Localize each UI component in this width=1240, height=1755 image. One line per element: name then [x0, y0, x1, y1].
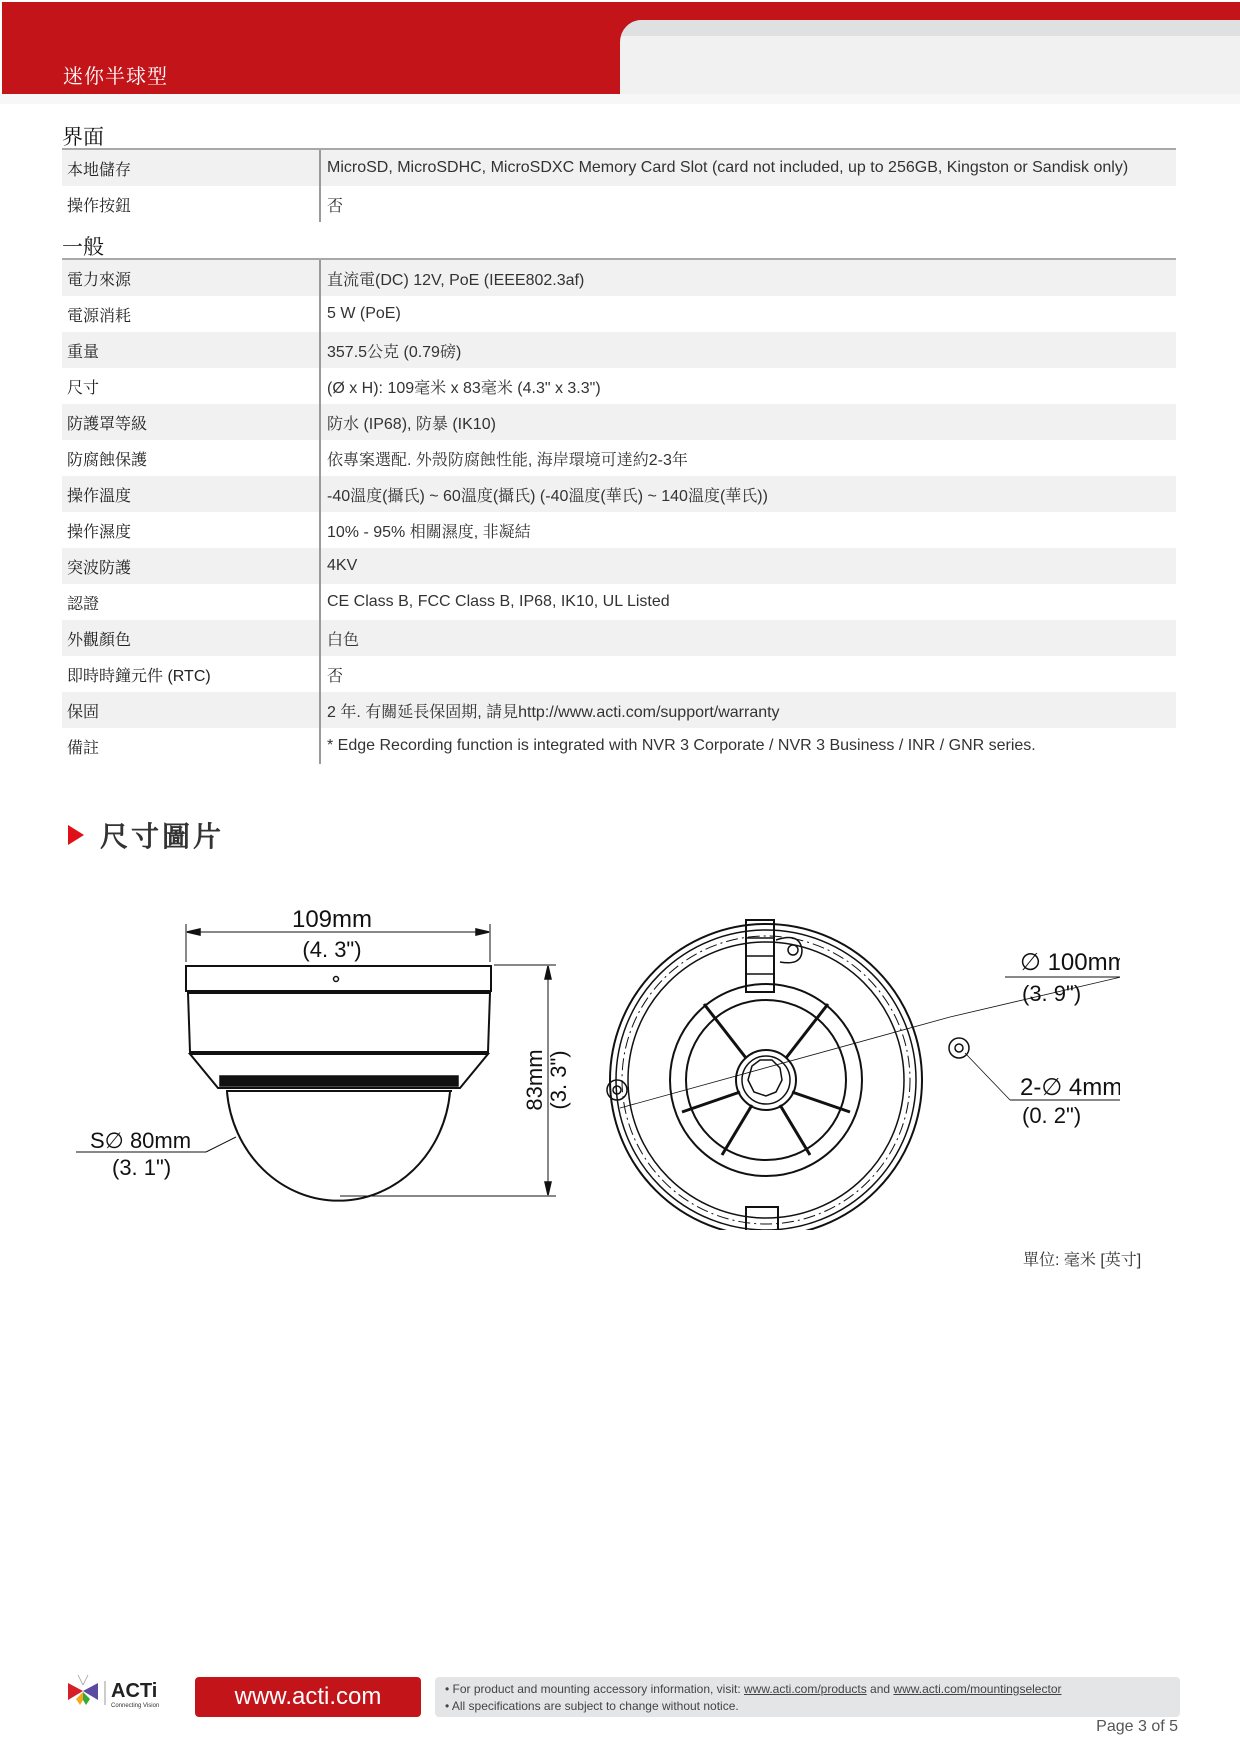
spec-label: 操作按鈕 — [67, 197, 132, 215]
spec-row — [62, 512, 1176, 548]
spec-value: 否 — [319, 186, 1176, 222]
spec-row — [62, 332, 1176, 368]
svg-text:(4. 3"): (4. 3") — [302, 937, 362, 962]
acti-butterfly-icon — [68, 1675, 98, 1705]
spec-row — [62, 404, 1176, 440]
svg-text:(0. 2"): (0. 2") — [1022, 1103, 1082, 1128]
spec-value: 357.5公克 (0.79磅) — [319, 332, 1176, 368]
spec-row — [62, 620, 1176, 656]
spec-value: 依專案選配. 外殼防腐蝕性能, 海岸環境可達約2-3年 — [319, 440, 1176, 476]
unit-note: 單位: 毫米 [英寸] — [1023, 1252, 1142, 1269]
spec-value: 2 年. 有關延長保固期, 請見http://www.acti.com/support/warranty — [319, 692, 1176, 728]
svg-text:(3. 1"): (3. 1") — [112, 1155, 172, 1180]
spec-label: 即時時鐘元件 (RTC) — [67, 667, 211, 685]
spec-row — [62, 186, 1176, 222]
header-strip — [0, 94, 1240, 104]
website-link[interactable]: www.acti.com — [195, 1677, 421, 1717]
spec-label: 防護罩等級 — [67, 415, 148, 433]
spec-table-general — [62, 258, 1176, 764]
spec-value: * Edge Recording function is integrated with NVR 3 Corporate / NVR 3 Business / INR / GNR series. — [319, 728, 1176, 764]
svg-text:S∅ 80mm: S∅ 80mm — [90, 1128, 192, 1153]
spec-row — [62, 548, 1176, 584]
spec-label: 重量 — [67, 343, 100, 361]
mounting-selector-link[interactable]: www.acti.com/mountingselector — [893, 1682, 1062, 1696]
spec-row — [62, 368, 1176, 404]
spec-row — [62, 296, 1176, 332]
spec-label: 電力來源 — [67, 271, 132, 289]
acti-logo — [66, 1673, 186, 1715]
footer-note-disclaimer: • All specifications are subject to change without notice. — [445, 1699, 739, 1713]
dimensions-heading — [68, 815, 224, 855]
spec-value: 4KV — [319, 548, 1176, 584]
spec-value: 直流電(DC) 12V, PoE (IEEE802.3af) — [319, 260, 1176, 296]
spec-value: 10% - 95% 相關濕度, 非凝結 — [319, 512, 1176, 548]
svg-text:∅ 100mm: ∅ 100mm — [1020, 949, 1120, 976]
spec-label: 突波防護 — [67, 559, 132, 577]
spec-label: 備註 — [67, 739, 100, 757]
spec-row — [62, 150, 1176, 186]
bottom-view-labels — [1020, 949, 1120, 1128]
section-title-interface: 界面 — [62, 126, 104, 149]
spec-value: -40溫度(攝氏) ~ 60溫度(攝氏) (-40溫度(華氏) ~ 140溫度(華氏)) — [319, 476, 1176, 512]
spec-row — [62, 692, 1176, 728]
section-title-general: 一般 — [62, 236, 104, 259]
spec-label: 尺寸 — [67, 379, 100, 397]
spec-value: (Ø x H): 109毫米 x 83毫米 (4.3" x 3.3") — [319, 368, 1176, 404]
spec-value: 5 W (PoE) — [319, 296, 1176, 332]
footer-note-products: • For product and mounting accessory information, visit: www.acti.com/products and www.acti.com/mountingselector — [445, 1682, 1062, 1696]
svg-text:Connecting Vision: Connecting Vision — [111, 1703, 160, 1709]
products-link[interactable]: www.acti.com/products — [744, 1682, 867, 1696]
page-number: Page 3 of 5 — [1096, 1718, 1178, 1735]
triangle-bullet-icon — [68, 825, 84, 845]
spec-value: CE Class B, FCC Class B, IP68, IK10, UL Listed — [319, 584, 1176, 620]
spec-label: 外觀顏色 — [67, 631, 132, 649]
svg-text:(3. 3"): (3. 3") — [546, 1050, 571, 1110]
spec-row — [62, 476, 1176, 512]
footer-notes — [435, 1677, 1180, 1717]
spec-row — [62, 656, 1176, 692]
spec-label: 本地儲存 — [67, 161, 132, 179]
spec-label: 操作溫度 — [67, 487, 132, 505]
spec-label: 認證 — [67, 595, 100, 613]
dimensions-title: 尺寸圖片 — [100, 821, 225, 852]
svg-text:109mm: 109mm — [291, 906, 373, 933]
header-tab-decoration — [620, 20, 1240, 94]
spec-value: MicroSD, MicroSDHC, MicroSDXC Memory Card Slot (card not included, up to 256GB, Kingston or Sandisk only) — [319, 150, 1176, 186]
spec-value: 防水 (IP68), 防暴 (IK10) — [319, 404, 1176, 440]
spec-label: 防腐蝕保護 — [67, 451, 148, 469]
spec-row — [62, 440, 1176, 476]
svg-text:(3. 9"): (3. 9") — [1022, 981, 1082, 1006]
svg-text:2-∅ 4mm: 2-∅ 4mm — [1020, 1074, 1120, 1101]
spec-value: 白色 — [319, 620, 1176, 656]
spec-label: 保固 — [67, 703, 100, 721]
spec-row — [62, 260, 1176, 296]
spec-value: 否 — [319, 656, 1176, 692]
side-view-labels — [90, 906, 571, 1180]
spec-row — [62, 728, 1176, 764]
svg-text:ACTi: ACTi — [111, 1680, 158, 1702]
spec-label: 電源消耗 — [67, 307, 132, 325]
product-category-title: 迷你半球型 — [63, 66, 168, 88]
svg-text:83mm: 83mm — [522, 1049, 547, 1111]
dimension-drawing — [60, 880, 1120, 1230]
spec-label: 操作濕度 — [67, 523, 132, 541]
spec-table-interface — [62, 148, 1176, 222]
spec-row — [62, 584, 1176, 620]
